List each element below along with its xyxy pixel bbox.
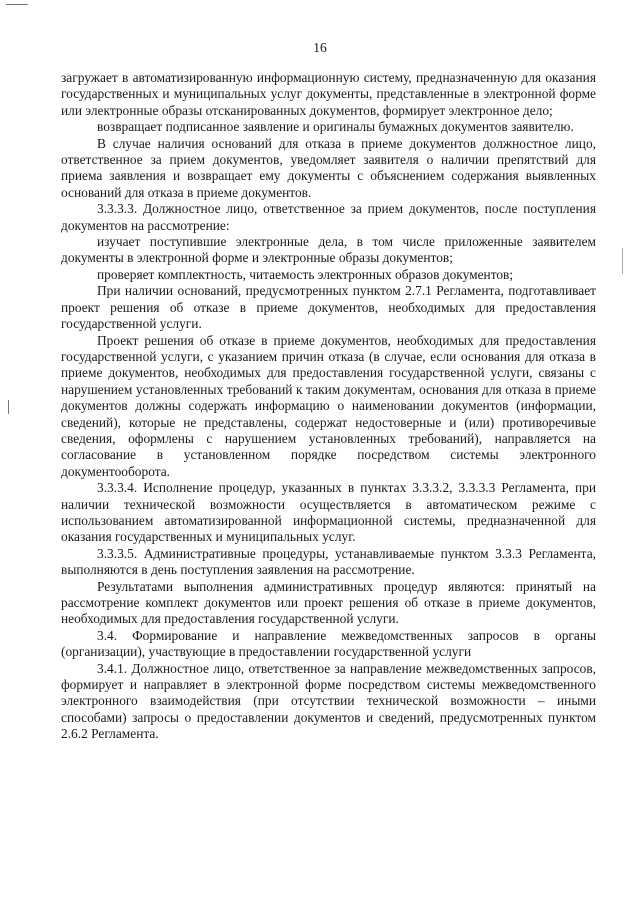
paragraph: Результатами выполнения административных процедур являются: принятый на рассмотрение комплект документов или проект решения об отказе в приеме документов, необходимых для предоставления государственной услуги. (61, 578, 596, 627)
document-body (61, 70, 596, 743)
paragraph: В случае наличия оснований для отказа в приеме документов должностное лицо, ответственное за прием документов, уведомляет заявителя о наличии препятствий для приема заявления и возвращает ему документы с объяснением содержания выявленных оснований для отказа в приеме документов. (61, 135, 596, 200)
paragraph: загружает в автоматизированную информационную систему, предназначенную для оказания государственных и муниципальных услуг документы, представленные в электронной форме или электронные образы отсканированных документов, формирует электронное дело; (61, 70, 596, 118)
paragraph: 3.3.3.5. Административные процедуры, устанавливаемые пунктом 3.3.3 Регламента, выполняются в день поступления заявления на рассмотрение. (61, 545, 596, 578)
paragraph: 3.3.3.3. Должностное лицо, ответственное за прием документов, после поступления документов на рассмотрение: (61, 201, 596, 233)
paragraph: 3.3.3.4. Исполнение процедур, указанных в пунктах 3.3.3.2, 3.3.3.3 Регламента, при наличии технической возможности осуществляется в автоматическом режиме с использованием автоматизированной информационной системы, предназначенной для оказания государственных и муниципальных услуг. (61, 480, 596, 545)
scan-artifact-left (8, 400, 9, 414)
page-number: 16 (313, 40, 327, 55)
paragraph: проверяет комплектность, читаемость электронных образов документов; (97, 266, 514, 282)
paragraph: 3.4.1. Должностное лицо, ответственное за направление межведомственных запросов, формирует и направляет в электронной форме посредством системы межведомственного электронного взаимодействия (при отсутствии технической возможности – иными способами) запросы о предоставлении документов и сведений, предусмотренных пунктом 2.6.2 Регламента. (61, 660, 596, 742)
paragraph: возвращает подписанное заявление и оригиналы бумажных документов заявителю. (97, 119, 574, 135)
paragraph: изучает поступившие электронные дела, в том числе приложенные заявителем документы в электронной форме и электронные образы документов; (61, 234, 596, 266)
paragraph: При наличии оснований, предусмотренных пунктом 2.7.1 Регламента, подготавливает проект решения об отказе в приеме документов, необходимых для предоставления государственной услуги. (61, 283, 596, 332)
paragraph: Проект решения об отказе в приеме документов, необходимых для предоставления государственной услуги, с указанием причин отказа (в случае, если основания для отказа в приеме документов, необходимых для предоставления государственной услуги, связаны с нарушением установленных требований к таким документам, основания для отказа в приеме документов должны содержать информацию о наименовании документов (информации, сведений), которые не представлены, содержат недостоверные и (или) противоречивые сведения, оформлены с нарушением установленных требований), направляется на согласование в установленном порядке посредством системы электронного документооборота. (61, 332, 596, 479)
paragraph: 3.4. Формирование и направление межведомственных запросов в органы (организации), участвующие в предоставлении государственной услуги (61, 627, 596, 660)
scan-artifact-right (622, 248, 623, 274)
scan-artifact-top (6, 4, 28, 5)
